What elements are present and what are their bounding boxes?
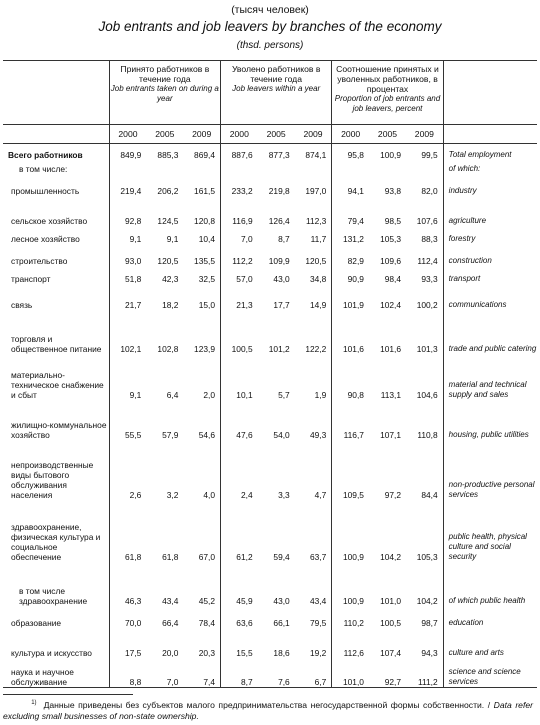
cell-value: 120,5 <box>305 255 327 266</box>
row-label-ru: здравоохранение, физическая культура и социальное обеспечение <box>11 521 101 562</box>
cell-value: 88,3 <box>421 233 438 244</box>
cell-value: 57,0 <box>221 266 258 284</box>
cell-value: 100,5 <box>221 310 258 354</box>
cell-value: 11,7 <box>310 233 327 244</box>
table-row <box>3 440 537 500</box>
group-header-row <box>3 61 537 125</box>
cell-value: 8,8 <box>109 658 146 688</box>
year-header: 2005 <box>369 125 406 144</box>
cell-value: 70,0 <box>109 606 146 628</box>
header-hired-ru: Принято работников в течение года <box>120 64 210 84</box>
cell-value: 55,5 <box>109 400 146 440</box>
cell-value: 9,1 <box>109 354 146 400</box>
cell-value: 101,2 <box>268 343 290 354</box>
cell-value: 95,8 <box>332 144 369 160</box>
row-label-ru: материально-техническое снабжение и сбыт <box>11 369 104 400</box>
table-row <box>3 562 537 606</box>
row-label-en: industry <box>443 174 537 196</box>
cell-value: 32,5 <box>198 273 215 284</box>
cell-value: 100,9 <box>380 149 402 160</box>
header-hired <box>109 61 220 125</box>
table-row <box>3 658 537 688</box>
row-label-ru: в том числе: <box>19 163 68 174</box>
cell-value: 7,0 <box>221 226 258 244</box>
header-ratio-en: Proportion of job entrants and job leavers, percent <box>334 94 441 113</box>
employment-table <box>3 60 537 688</box>
header-blank-left <box>3 61 109 125</box>
cell-value: 51,8 <box>109 266 146 284</box>
cell-value: 112,2 <box>221 244 258 266</box>
row-label-en: education <box>443 606 537 628</box>
cell-value: 99,5 <box>421 149 438 160</box>
cell-value: 66,1 <box>273 617 290 628</box>
table-row <box>3 284 537 310</box>
cell-value: 869,4 <box>194 149 215 160</box>
cell-value: 4,0 <box>203 489 215 500</box>
cell-value: 101,6 <box>380 343 402 354</box>
cell-value: 116,9 <box>221 196 258 226</box>
cell-value: 7,0 <box>146 658 183 688</box>
cell-value: 92,7 <box>369 658 406 688</box>
cell-value: 131,2 <box>332 226 369 244</box>
header-blank-right <box>443 61 537 125</box>
row-label-ru: наука и научное обслуживание <box>3 658 109 688</box>
cell-value: 94,3 <box>421 647 438 658</box>
year-header-row <box>3 125 537 144</box>
table-row <box>3 354 537 400</box>
table-title: Job entrants and job leavers by branches of the economy <box>98 19 442 34</box>
cell-value: 104,2 <box>380 551 402 562</box>
cell-value: 123,9 <box>194 343 215 354</box>
cell-value: 43,0 <box>273 595 290 606</box>
cell-value: 79,4 <box>332 196 369 226</box>
header-left <box>221 61 332 125</box>
cell-value: 124,5 <box>157 215 179 226</box>
year-header: 2000 <box>332 125 369 144</box>
cell-value: 219,8 <box>268 185 290 196</box>
cell-value: 107,1 <box>380 429 402 440</box>
year-header: 2005 <box>146 125 183 144</box>
row-label-ru: связь <box>11 299 33 310</box>
table-row <box>3 400 537 440</box>
cell-value: 6,7 <box>295 658 332 688</box>
cell-value: 61,2 <box>221 500 258 562</box>
cell-value <box>146 160 183 174</box>
cell-value: 111,2 <box>406 658 443 688</box>
cell-value: 93,0 <box>109 244 146 266</box>
year-blank-left <box>3 125 109 144</box>
cell-value: 18,6 <box>273 647 290 658</box>
cell-value: 63,7 <box>310 551 327 562</box>
year-header: 2009 <box>295 125 332 144</box>
cell-value: 54,0 <box>273 429 290 440</box>
cell-value: 9,1 <box>109 226 146 244</box>
cell-value: 101,6 <box>332 310 369 354</box>
cell-value: 126,4 <box>268 215 290 226</box>
cell-value: 19,2 <box>310 647 327 658</box>
cell-value: 45,2 <box>198 595 215 606</box>
row-label-en: forestry <box>443 226 537 244</box>
cell-value: 61,8 <box>162 551 179 562</box>
footnote: $^{1)}$ Данные приведены без субъектов малого предпринимательства негосударственной формы собственности. / Data refer excluding small businesses of non-state ownership. <box>3 699 533 721</box>
cell-value: 43,4 <box>162 595 179 606</box>
header-ratio <box>332 61 443 125</box>
cell-value: 59,4 <box>273 551 290 562</box>
cell-value: 17,5 <box>109 628 146 658</box>
cell-value <box>295 160 332 174</box>
cell-value: 8,7 <box>221 658 258 688</box>
table-row <box>3 500 537 562</box>
table-row <box>3 606 537 628</box>
cell-value: 100,5 <box>380 617 402 628</box>
row-label-ru: жилищно-коммунальное хозяйство <box>11 419 107 440</box>
cell-value: 101,0 <box>380 595 402 606</box>
cell-value: 2,6 <box>109 440 146 500</box>
cell-value: 10,1 <box>221 354 258 400</box>
cell-value: 104,6 <box>416 389 438 400</box>
cell-value: 112,3 <box>305 215 327 226</box>
cell-value: 105,3 <box>416 551 438 562</box>
table-row <box>3 160 537 174</box>
row-label-en: transport <box>443 266 537 284</box>
cell-value: 21,3 <box>221 284 258 310</box>
cell-value: 67,0 <box>198 551 215 562</box>
cell-value: 110,8 <box>417 429 438 440</box>
footnote-rule <box>3 694 133 695</box>
row-label-ru: сельское хозяйство <box>11 215 88 226</box>
cell-value: 9,1 <box>166 233 179 244</box>
cell-value: 20,3 <box>198 647 215 658</box>
cell-value: 98,4 <box>384 273 402 284</box>
cell-value: 105,3 <box>380 233 402 244</box>
row-label-en: construction <box>443 244 537 266</box>
cell-value: 874,1 <box>305 149 327 160</box>
table-row <box>3 310 537 354</box>
cell-value <box>258 160 295 174</box>
footnote-ru: Данные приведены без субъектов малого предпринимательства негосударственной формы собственности. <box>43 699 485 710</box>
cell-value: 45,9 <box>221 562 258 606</box>
cell-value: 82,9 <box>332 244 369 266</box>
cell-value: 94,1 <box>332 174 369 196</box>
cell-value: 66,4 <box>162 617 179 628</box>
cell-value: 8,7 <box>278 233 290 244</box>
row-label-ru: промышленность <box>11 185 80 196</box>
cell-value: 104,2 <box>416 595 438 606</box>
table-row <box>3 174 537 196</box>
row-label-ru: лесное хозяйство <box>11 233 80 244</box>
cell-value: 47,6 <box>221 400 258 440</box>
cell-value: 110,2 <box>332 606 369 628</box>
cell-value: 15,5 <box>221 628 258 658</box>
row-label-ru: транспорт <box>11 273 51 284</box>
row-label-ru: торговля и общественное питание <box>11 333 102 354</box>
cell-value: 102,1 <box>109 310 146 354</box>
cell-value: 101,0 <box>332 658 369 688</box>
cell-value: 93,3 <box>421 273 438 284</box>
cell-value: 5,7 <box>278 389 290 400</box>
cell-value: 92,8 <box>109 196 146 226</box>
cell-value: 57,9 <box>162 429 179 440</box>
row-label-en: communications <box>443 284 537 310</box>
cell-value <box>332 160 369 174</box>
cell-value: 161,5 <box>194 185 215 196</box>
cell-value: 98,5 <box>384 215 402 226</box>
cell-value: 849,9 <box>109 144 146 160</box>
cell-value: 122,2 <box>305 343 327 354</box>
cell-value <box>109 160 146 174</box>
cell-value: 82,0 <box>421 185 438 196</box>
cell-value: 101,3 <box>416 343 438 354</box>
cell-value: 61,8 <box>109 500 146 562</box>
table-body <box>3 144 537 688</box>
row-label-en: agriculture <box>443 196 537 226</box>
cell-value: 15,0 <box>198 299 215 310</box>
cell-value: 43,0 <box>273 273 290 284</box>
cell-value: 120,8 <box>194 215 215 226</box>
row-label-en: of which public health <box>443 562 537 606</box>
cell-value: 20,0 <box>162 647 179 658</box>
cell-value: 93,8 <box>384 185 402 196</box>
cell-value: 206,2 <box>157 185 179 196</box>
cell-value: 135,5 <box>194 255 215 266</box>
row-label-en: public health, physical culture and social security <box>443 500 537 562</box>
cell-value: 7,4 <box>183 658 220 688</box>
row-label-en: Total employment <box>443 144 537 160</box>
cell-value: 100,9 <box>332 562 369 606</box>
cell-value: 1,9 <box>314 389 327 400</box>
header-hired-en: Job entrants taken on during a year <box>110 84 219 103</box>
row-label-ru: непроизводственные виды бытового обслуживания населения <box>11 459 94 500</box>
year-header: 2009 <box>183 125 220 144</box>
row-label-ru: строительство <box>11 255 68 266</box>
table-row <box>3 244 537 266</box>
cell-value: 113,1 <box>380 389 402 400</box>
cell-value: 4,7 <box>314 489 327 500</box>
cell-value: 112,4 <box>417 255 438 266</box>
footnote-mark: 1) <box>31 700 37 706</box>
row-label-en: culture and arts <box>443 628 537 658</box>
cell-value: 14,9 <box>310 299 327 310</box>
row-label-en: material and technical supply and sales <box>443 354 537 400</box>
cell-value: 98,7 <box>421 617 438 628</box>
cell-value: 78,4 <box>198 617 215 628</box>
table-row <box>3 144 537 160</box>
cell-value: 107,6 <box>416 215 438 226</box>
row-label-ru: образование <box>11 617 62 628</box>
row-label-en: trade and public catering <box>443 310 537 354</box>
year-header: 2000 <box>109 125 146 144</box>
cell-value: 120,5 <box>157 255 179 266</box>
cell-value: 116,7 <box>332 400 369 440</box>
cell-value: 112,6 <box>332 628 369 658</box>
cell-value: 34,8 <box>310 273 327 284</box>
table-row <box>3 266 537 284</box>
row-label-ru: Всего работников <box>8 149 83 160</box>
cell-value: 21,7 <box>109 284 146 310</box>
cell-value: 101,9 <box>332 284 369 310</box>
cell-value: 54,6 <box>198 429 215 440</box>
cell-value: 63,6 <box>221 606 258 628</box>
table-row <box>3 226 537 244</box>
cell-value: 90,9 <box>332 266 369 284</box>
table-subtitle: (thsd. persons) <box>236 40 304 51</box>
cell-value <box>369 160 406 174</box>
row-label-ru: культура и искусство <box>11 647 92 658</box>
cell-value: 42,3 <box>162 273 179 284</box>
cell-value: 100,2 <box>416 299 438 310</box>
cell-value: 109,9 <box>268 255 290 266</box>
cell-value: 49,3 <box>310 429 327 440</box>
table-row <box>3 628 537 658</box>
year-header: 2005 <box>258 125 295 144</box>
cell-value: 17,7 <box>273 299 290 310</box>
cell-value: 3,2 <box>166 489 179 500</box>
year-blank-right <box>443 125 537 144</box>
cell-value: 2,4 <box>221 440 258 500</box>
cell-value: 885,3 <box>157 149 179 160</box>
year-header: 2009 <box>406 125 443 144</box>
cell-value: 97,2 <box>384 489 402 500</box>
cell-value: 43,4 <box>310 595 327 606</box>
cell-value <box>183 160 220 174</box>
cell-value: 10,4 <box>198 233 215 244</box>
row-label-en: non-productive personal services <box>443 440 537 500</box>
cell-value: 79,5 <box>310 617 327 628</box>
cell-value: 197,0 <box>305 185 327 196</box>
cell-value: 219,4 <box>109 174 146 196</box>
row-label-en: science and science services <box>443 658 537 688</box>
cell-value: 109,5 <box>332 440 369 500</box>
year-header: 2000 <box>221 125 258 144</box>
cell-value: 7,6 <box>258 658 295 688</box>
cell-value <box>221 160 258 174</box>
cell-value <box>406 160 443 174</box>
footnote-en: Data refer excluding small businesses of non-state ownership. <box>3 699 533 721</box>
cell-value: 887,6 <box>221 144 258 160</box>
cell-value: 109,6 <box>380 255 402 266</box>
header-left-en: Job leavers within a year <box>232 84 321 93</box>
cell-value: 3,3 <box>278 489 290 500</box>
cell-value: 2,0 <box>203 389 215 400</box>
cell-value: 100,9 <box>332 500 369 562</box>
cell-value: 877,3 <box>268 149 290 160</box>
cell-value: 102,4 <box>380 299 402 310</box>
cell-value: 6,4 <box>166 389 179 400</box>
header-ratio-ru: Соотношение принятых и уволенных работников, в процентах <box>336 64 439 94</box>
row-label-en: of which: <box>443 160 537 174</box>
cell-value: 18,2 <box>162 299 179 310</box>
unit-caption: (тысяч человек) <box>231 4 309 16</box>
row-label-en: housing, public utilities <box>443 400 537 440</box>
table-row <box>3 196 537 226</box>
cell-value: 90,8 <box>332 354 369 400</box>
row-label-ru: в том числе здравоохранение <box>19 585 88 606</box>
cell-value: 84,4 <box>421 489 438 500</box>
header-left-ru: Уволено работников в течение года <box>231 64 321 84</box>
cell-value: 107,4 <box>380 647 402 658</box>
cell-value: 46,3 <box>109 562 146 606</box>
cell-value: 102,8 <box>157 343 179 354</box>
cell-value: 233,2 <box>221 174 258 196</box>
